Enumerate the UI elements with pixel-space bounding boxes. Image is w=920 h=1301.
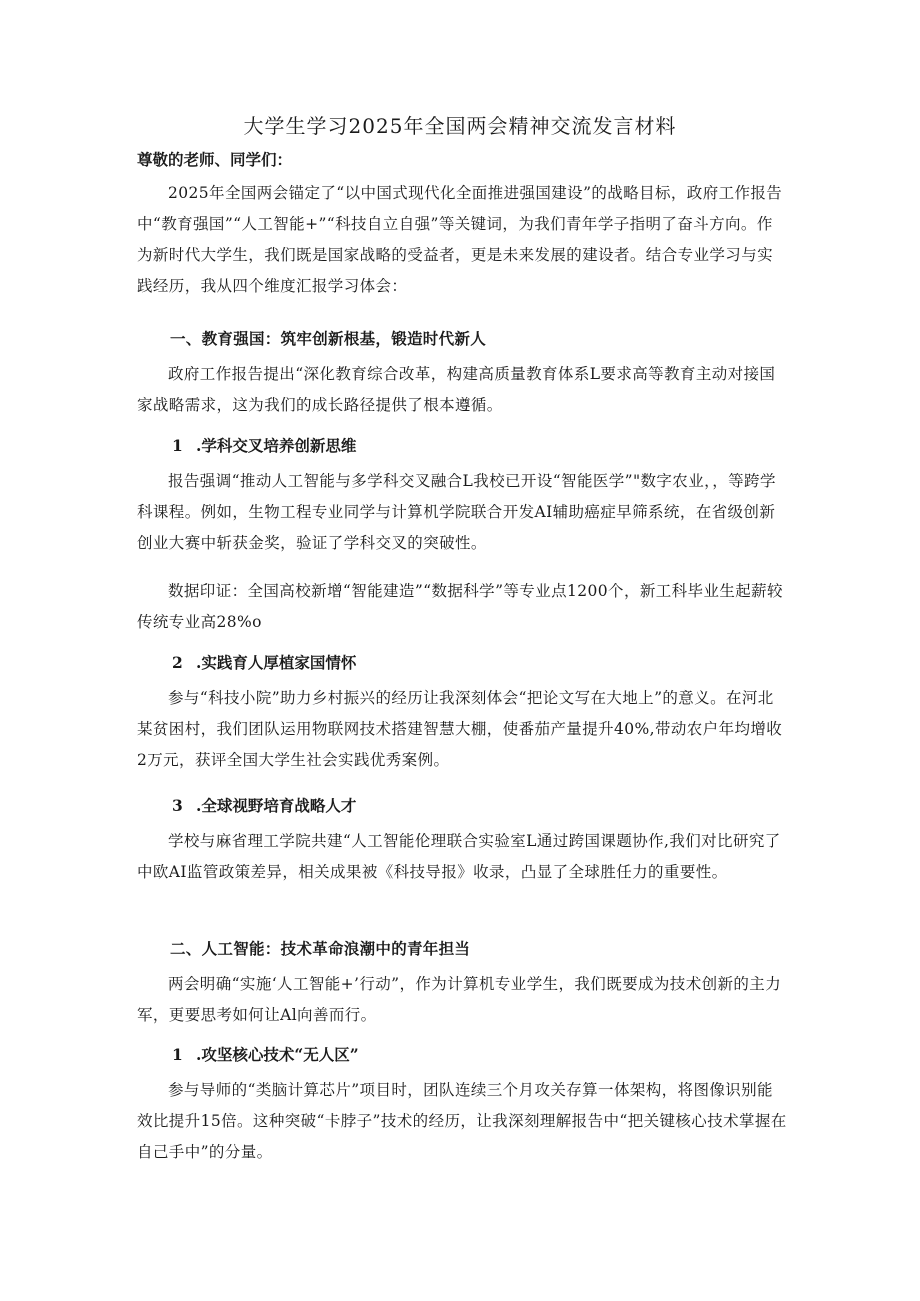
- section-1-item-1-heading: [172, 434, 356, 458]
- section-1-paragraph: 政府工作报告提出“深化教育综合改革，构建高质量教育体系L要求高等教育主动对接国家战略需求，这为我们的成长路径提供了根本遵循。: [137, 365, 776, 414]
- section-1-item-1-paragraph: 报告强调“推动人工智能与多学科交叉融合L我校已开设“智能医学”"数字农业，，等跨学科课程。例如，生物工程专业同学与计算机学院联合开发AI辅助癌症早筛系统，在省级创新创业大赛中斩获金奖，验证了学科交叉的突破性。: [137, 472, 776, 552]
- section-1-item-1-data: 数据印证：全国高校新增“智能建造”“数据科学”等专业点1200个，新工科毕业生起薪较传统专业高28%o: [137, 582, 783, 631]
- item-title: .学科交叉培养创新思维: [196, 436, 357, 455]
- item-title: .全球视野培育战略人才: [196, 796, 357, 815]
- section-1-item-2-paragraph: 参与“科技小院”助力乡村振兴的经历让我深刻体会“把论文写在大地上”的意义。在河北某贫困村，我们团队运用物联网技术搭建智慧大棚，使番茄产量提升40%,带动农户年均增收2万元，获评全国大学生社会实践优秀案例。: [137, 689, 783, 769]
- section-2-heading: 二、人工智能：技术革命浪潮中的青年担当: [170, 939, 471, 958]
- section-2-item-1-heading: [172, 1043, 359, 1067]
- section-1-item-3-paragraph: 学校与麻省理工学院共建“人工智能伦理联合实验室L通过跨国课题协作,我们对比研究了中欧AI监管政策差异，相关成果被《科技导报》收录，凸显了全球胜任力的重要性。: [137, 832, 781, 881]
- section-2-paragraph: 两会明确“实施‘人工智能+’行动”，作为计算机专业学生，我们既要成为技术创新的主力军，更要思考如何让Al向善而行。: [137, 975, 782, 1024]
- section-1-heading: 一、教育强国：筑牢创新根基，锻造时代新人: [170, 329, 487, 348]
- intro-paragraph: 2025年全国两会锚定了“以中国式现代化全面推进强国建设”的战略目标，政府工作报告中“教育强国”“人工智能+”“科技自立自强”等关键词，为我们青年学子指明了奋斗方向。作为新时代大学生，我们既是国家战略的受益者，更是未来发展的建设者。结合专业学习与实践经历，我从四个维度汇报学习体会：: [137, 184, 783, 295]
- item-number: 2: [172, 653, 183, 672]
- document-title: 大学生学习2025年全国两会精神交流发言材料: [243, 114, 677, 138]
- section-1-item-3-heading: [172, 794, 356, 818]
- item-title: .攻坚核心技术“无人区”: [196, 1045, 359, 1064]
- item-number: 3: [172, 796, 183, 815]
- section-1-item-2-heading: [172, 651, 356, 675]
- section-2-item-1-paragraph: 参与导师的“类脑计算芯片”项目时，团队连续三个月攻关存算一体架构，将图像识别能效比提升15倍。这种突破“卡脖子”技术的经历，让我深刻理解报告中“把关键核心技术掌握在自己手中”的分量。: [137, 1081, 787, 1161]
- item-number: 1: [172, 436, 183, 455]
- item-title: .实践育人厚植家国情怀: [196, 653, 357, 672]
- item-number: 1: [172, 1045, 183, 1064]
- greeting: 尊敬的老师、同学们：: [137, 150, 293, 169]
